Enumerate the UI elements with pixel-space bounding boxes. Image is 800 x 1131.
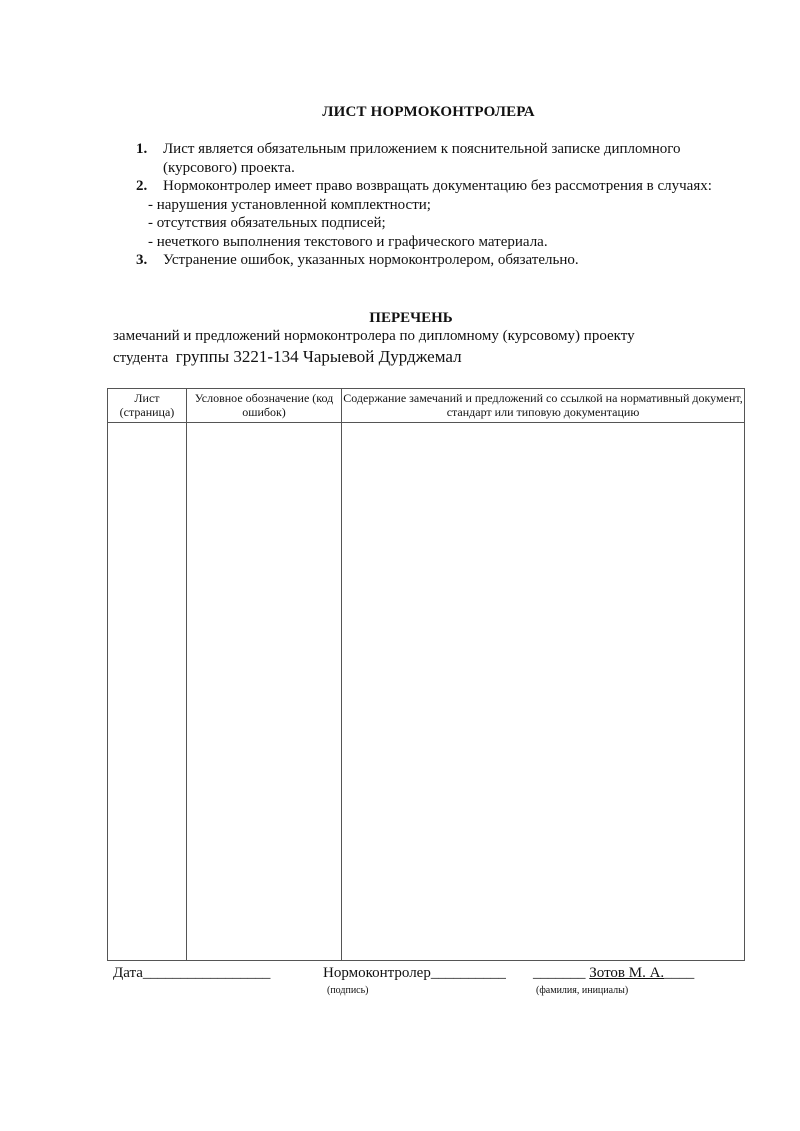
- name-field: [533, 965, 694, 982]
- rule-number: 2.: [136, 178, 148, 194]
- rule-item-1: [136, 140, 736, 177]
- student-line: [113, 347, 462, 367]
- date-label: Дата: [113, 965, 143, 981]
- gap-line: _______: [533, 965, 586, 981]
- rule-number: 3.: [136, 252, 148, 268]
- rule-text: Устранение ошибок, указанных нормоконтролером, обязательно.: [163, 252, 579, 268]
- date-line: _________________: [142, 965, 271, 981]
- date-field: [113, 965, 270, 982]
- rule-number: 1.: [136, 141, 148, 157]
- rule-case: - нечеткого выполнения текстового и графического материала.: [148, 233, 548, 250]
- table-body-row: [108, 423, 745, 961]
- rule-case: - отсутствия обязательных подписей;: [148, 215, 386, 231]
- controller-field: [323, 965, 506, 982]
- document-title: ЛИСТ НОРМОКОНТРОЛЕРА: [322, 104, 535, 120]
- cell-code[interactable]: [187, 423, 342, 961]
- student-info: группы 3221-134 Чарыевой Дурджемал: [175, 347, 462, 366]
- rule-text: Нормоконтролер имеет право возвращать документацию без рассмотрения в случаях:: [163, 178, 712, 194]
- student-prefix: студента: [113, 350, 169, 366]
- rule-text: Лист является обязательным приложением к пояснительной записке дипломного (курсового) проекта.: [163, 141, 681, 176]
- controller-label: Нормоконтролер: [323, 965, 431, 981]
- signature-caption: (подпись): [327, 985, 369, 996]
- header-page: Лист (страница): [108, 389, 187, 423]
- list-heading: ПЕРЕЧЕНЬ: [369, 310, 453, 326]
- rules-list: [136, 140, 736, 270]
- name-caption: (фамилия, инициалы): [536, 985, 629, 996]
- cell-page[interactable]: [108, 423, 187, 961]
- rule-case: - нарушения установленной комплектности;: [148, 196, 431, 213]
- remarks-table: [107, 388, 745, 961]
- cell-content[interactable]: [342, 423, 745, 961]
- table-header-row: [108, 389, 745, 423]
- rule-item-3: [136, 251, 736, 270]
- signature-line: __________: [430, 965, 506, 981]
- header-content: Содержание замечаний и предложений со ссылкой на нормативный документ, стандарт или типовую документацию: [342, 389, 745, 423]
- controller-name: Зотов М. А.: [589, 965, 665, 981]
- header-code: Условное обозначение (код ошибок): [187, 389, 342, 423]
- list-caption: замечаний и предложений нормоконтролера по дипломному (курсовому) проекту: [113, 328, 635, 344]
- rule-item-2: [136, 177, 736, 196]
- tail-line: ____: [664, 965, 695, 981]
